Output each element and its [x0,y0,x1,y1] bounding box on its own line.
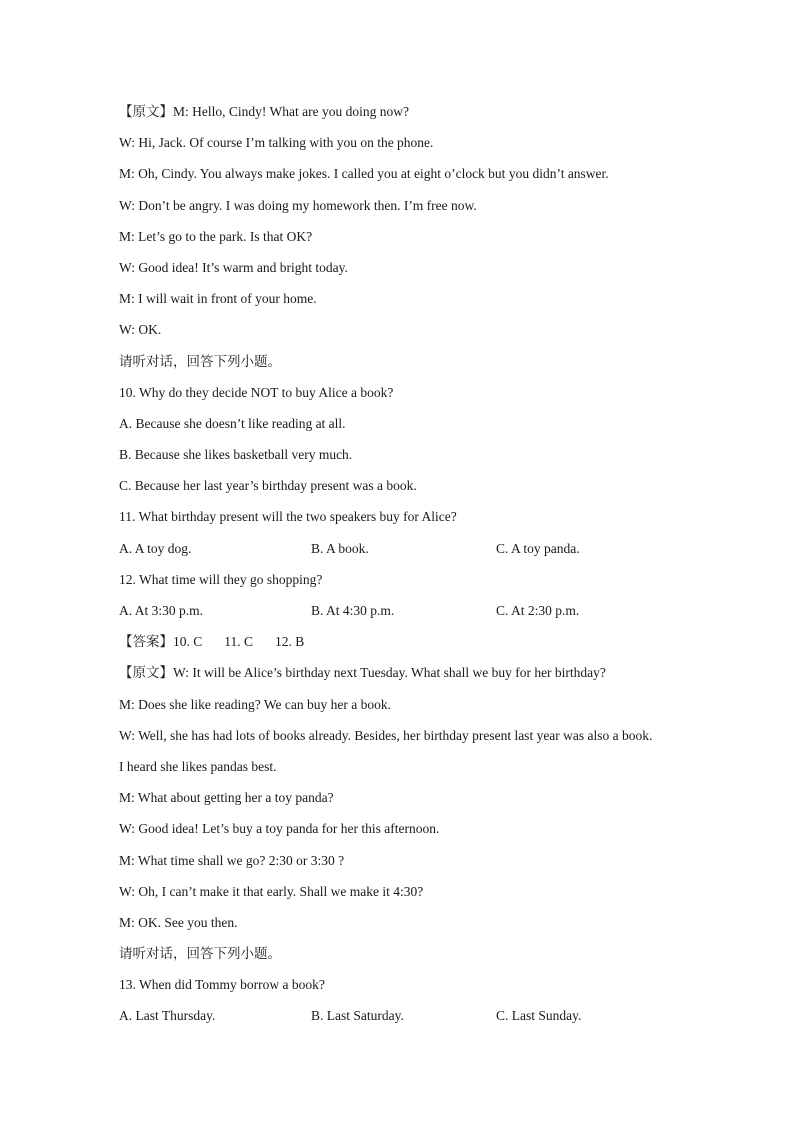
answer-10: 【答案】10. C [119,634,203,650]
q13-option-c: C. Last Sunday. [496,1008,582,1024]
transcript-line: W: Don’t be angry. I was doing my homework then. I’m free now. [119,197,477,213]
q13-option-b: B. Last Saturday. [311,1008,404,1024]
transcript-line: M: Oh, Cindy. You always make jokes. I called you at eight o’clock but you didn’t answer. [119,166,609,182]
transcript-line: I heard she likes pandas best. [119,758,277,774]
q13-option-a: A. Last Thursday. [119,1008,216,1024]
transcript-line: W: Hi, Jack. Of course I’m talking with you on the phone. [119,135,434,151]
transcript-line: W: Well, she has had lots of books already. Besides, her birthday present last year was also a book. [119,727,653,743]
question-12: 12. What time will they go shopping? [119,571,323,587]
answer-key [119,632,719,663]
q13-options [119,1006,719,1037]
q11-option-a: A. A toy dog. [119,540,192,556]
document-page [119,102,719,1038]
transcript-line: M: Does she like reading? We can buy her a book. [119,696,391,712]
q12-option-b: B. At 4:30 p.m. [311,603,395,618]
transcript-line: M: I will wait in front of your home. [119,291,317,307]
q12-option-a: A. At 3:30 p.m. [119,603,204,618]
transcript-line: M: What time shall we go? 2:30 or 3:30 ? [119,852,345,868]
q11-options [119,539,719,570]
transcript-line: M: OK. See you then. [119,914,238,930]
transcript-line: 【原文】M: Hello, Cindy! What are you doing now? [119,104,409,119]
answer-12: 12. B [275,634,305,650]
transcript-line: M: Let’s go to the park. Is that OK? [119,228,313,244]
answer-11: 11. C [224,634,254,650]
q10-option-b: B. Because she likes basketball very much. [119,447,353,463]
transcript-line: W: Good idea! It’s warm and bright today. [119,259,348,275]
q11-option-b: B. A book. [311,540,369,556]
transcript-line: 【原文】W: It will be Alice’s birthday next Tuesday. What shall we buy for her birthday? [119,665,606,681]
q10-option-a: A. Because she doesn’t like reading at all. [119,415,346,431]
transcript-line: M: What about getting her a toy panda? [119,790,334,806]
q10-option-c: C. Because her last year’s birthday present was a book. [119,478,417,494]
q12-option-c: C. At 2:30 p.m. [496,603,580,618]
question-13: 13. When did Tommy borrow a book? [119,977,325,993]
question-10: 10. Why do they decide NOT to buy Alice a book? [119,384,394,400]
question-11: 11. What birthday present will the two speakers buy for Alice? [119,509,457,525]
transcript-line: W: Good idea! Let’s buy a toy panda for her this afternoon. [119,821,440,837]
section-instruction: 请听对话，回答下列小题。 [119,946,281,962]
q11-option-c: C. A toy panda. [496,540,580,556]
transcript-line: W: OK. [119,322,162,338]
section-instruction: 请听对话，回答下列小题。 [119,353,281,369]
transcript-line: W: Oh, I can’t make it that early. Shall we make it 4:30? [119,883,424,899]
q12-options [119,601,719,632]
